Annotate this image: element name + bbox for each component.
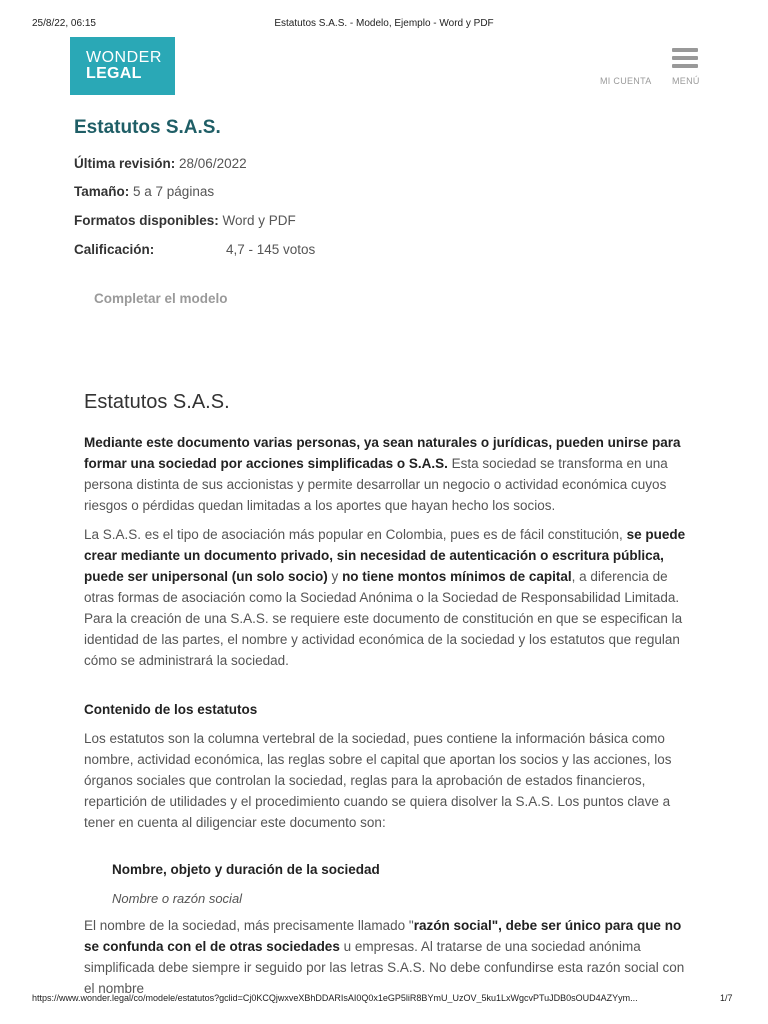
contenido-paragraph: Los estatutos son la columna vertebral de la sociedad, pues contiene la información básica como nombre, actividad económica, las reglas sobre el capital que aportan los socios y las acciones, los órganos sociales que controlan la sociedad, reglas para la aprobación de estados financieros, repartición de utilidades y el procedimiento cuando se quiera disolver la S.A.S. Los puntos clave a tener en cuenta al diligenciar este documento son: <box>84 731 672 830</box>
intro-bold: Mediante este documento varias personas, ya sean naturales o jurídicas, pueden unirse para formar una sociedad por acciones simplificadas o S.A.S. <box>84 435 681 471</box>
revision-label: Última revisión: <box>74 156 176 171</box>
print-title: Estatutos S.A.S. - Modelo, Ejemplo - Word y PDF <box>274 18 494 29</box>
print-footer <box>0 992 768 1006</box>
print-datetime: 25/8/22, 06:15 <box>32 18 96 29</box>
sas-text-a: La S.A.S. es el tipo de asociación más popular en Colombia, pues es de fácil constitución, <box>84 527 627 542</box>
razon-social-paragraph <box>84 915 689 999</box>
sas-bold-d: no tiene montos mínimos de capital <box>342 569 572 584</box>
razon-text-c: u empresas. Al tratarse de una sociedad anónima simplificada debe siempre ir seguido por las letras S.A.S. No debe confundirse esta razón social con el nombre <box>84 939 685 996</box>
section-heading-contenido: Contenido de los estatutos <box>84 702 258 717</box>
logo-line2: LEGAL <box>86 65 142 82</box>
logo-line1: WONDER <box>86 49 162 66</box>
size-label: Tamaño: <box>74 184 130 199</box>
razon-bold-b: razón social", debe ser único para que no se confunda con el de otras sociedades <box>84 918 682 954</box>
hamburger-icon[interactable] <box>672 48 698 70</box>
intro-rest: Esta sociedad se transforma en una persona distinta de sus accionistas y permite desarrollar un negocio o actividad económica cuyos riesgos o pérdidas quedan limitadas a los aportes que hayan hecho los socios. <box>84 456 668 513</box>
revision-value: 28/06/2022 <box>175 156 247 171</box>
meta-revision <box>74 156 247 171</box>
document-content <box>84 390 689 1007</box>
rating-label: Calificación: <box>74 242 155 257</box>
print-url: https://www.wonder.legal/co/modele/estatutos?gclid=Cj0KCQjwxveXBhDDARIsAI0Q0x1eGP5liR8BYmU_UzOV_5ku1LxWgcvPTuJDB0sOUD4AZYym... <box>32 993 638 1003</box>
meta-formats <box>74 213 296 228</box>
subsection-heading-nombre: Nombre, objeto y duración de la sociedad <box>112 862 380 877</box>
subsection-label-razon-social: Nombre o razón social <box>112 891 243 906</box>
sas-text-e: , a diferencia de otras formas de asociación como la Sociedad Anónima o la Sociedad de Responsabilidad Limitada. Para la creación de una S.A.S. se requiere este documento de constitución en que se especifican la identidad de las partes, el nombre y actividad económica de la sociedad y los estatutos que regulan cómo se administrará la sociedad. <box>84 569 683 668</box>
my-account-link[interactable]: MI CUENTA <box>600 76 652 86</box>
rating-value: 4,7 - 145 votos <box>226 242 316 257</box>
meta-size <box>74 184 214 199</box>
sas-paragraph <box>84 524 689 671</box>
complete-model-button[interactable]: Completar el modelo <box>94 291 228 306</box>
formats-label: Formatos disponibles: <box>74 213 219 228</box>
content-heading: Estatutos S.A.S. <box>84 391 230 413</box>
wonder-legal-logo[interactable] <box>70 37 175 95</box>
intro-paragraph <box>84 432 689 516</box>
sas-bold-b: se puede crear mediante un documento privado, sin necesidad de autenticación o escritura pública, puede ser unipersonal (un solo socio) <box>84 527 686 584</box>
meta-rating <box>74 242 154 257</box>
print-header <box>0 14 768 30</box>
size-value: 5 a 7 páginas <box>129 184 215 199</box>
formats-value: Word y PDF <box>218 213 296 228</box>
menu-link[interactable]: MENÚ <box>672 76 700 86</box>
sas-text-c: y <box>327 569 343 584</box>
document-title: Estatutos S.A.S. <box>74 117 221 138</box>
print-page-number: 1/7 <box>720 993 733 1003</box>
razon-text-a: El nombre de la sociedad, más precisamente llamado " <box>84 918 414 933</box>
